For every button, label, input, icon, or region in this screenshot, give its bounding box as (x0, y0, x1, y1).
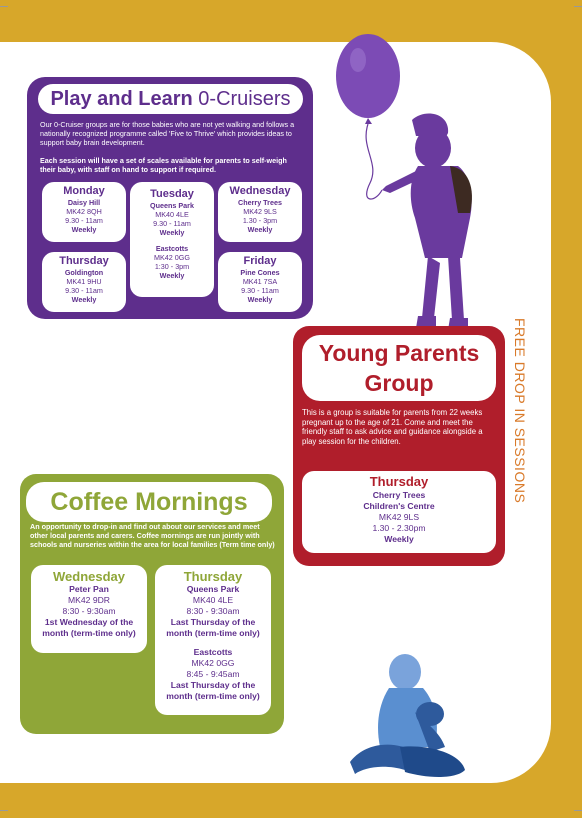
session-frequency: Weekly (247, 295, 273, 304)
session-time-2: 8:45 - 9:45am (186, 669, 240, 679)
session-day: Wednesday (52, 569, 125, 584)
session-postcode: MK41 7SA (242, 277, 278, 286)
session-postcode: MK40 4LE (155, 210, 189, 219)
session-postcode-2: MK42 0GG (191, 658, 235, 668)
session-day: Tuesday (150, 188, 194, 200)
young-parents-intro: This is a group is suitable for parents from 22 weeks pregnant up to the age of 21. Come and meet the friendly staff to ask advice and guidance alongside a play session for the children. (302, 408, 483, 446)
session-card-thursday (155, 565, 271, 715)
session-time: 1.30 - 3pm (242, 216, 278, 225)
session-postcode: MK41 9HU (66, 277, 102, 286)
session-card-thursday (42, 252, 126, 312)
side-label-text: FREE DROP IN SESSIONS (512, 318, 528, 504)
session-day: Friday (243, 255, 277, 267)
session-card-friday (218, 252, 302, 312)
crop-mark (0, 810, 8, 811)
session-frequency: Weekly (71, 225, 97, 234)
session-place: Queens Park (186, 584, 240, 594)
session-postcode: MK40 4LE (192, 595, 234, 605)
session-place: Goldington (64, 268, 104, 277)
session-place: Daisy Hill (67, 198, 101, 207)
session-time: 9.30 - 11am (241, 286, 279, 295)
session-frequency: Last Thursday of the (170, 617, 256, 627)
session-frequency: Weekly (384, 534, 414, 544)
title-bold: Play and Learn (50, 88, 193, 110)
session-card-monday (42, 182, 126, 242)
session-place: Pine Cones (240, 268, 280, 277)
title-line-1: Young Parents (318, 340, 480, 366)
session-frequency: Weekly (247, 225, 273, 234)
mother-and-baby-illustration (345, 652, 470, 782)
crop-mark (574, 810, 582, 811)
session-card-wednesday (218, 182, 302, 242)
session-frequency: Weekly (159, 228, 185, 237)
session-card-tuesday (130, 182, 214, 297)
session-frequency-2-line-2: month (term-time only) (166, 691, 260, 701)
session-time-2: 1:30 - 3pm (154, 262, 190, 271)
session-day: Thursday (59, 255, 109, 267)
young-parents-panel (293, 326, 505, 566)
session-time: 9.30 - 11am (153, 219, 191, 228)
session-place-2: Eastcotts (155, 244, 189, 253)
session-frequency-2: Weekly (159, 271, 185, 280)
session-time: 9.30 - 11am (65, 286, 103, 295)
title-line-2: Group (364, 370, 434, 396)
play-intro: Our 0-Cruiser groups are for those babies who are not yet walking and follows a nationally recognized programme called 'Five to Thrive' which provides ideas to support baby brain development. (40, 120, 295, 147)
title-light: 0-Cruisers (198, 88, 291, 110)
crop-mark (0, 6, 8, 7)
session-place: Cherry Trees (238, 198, 282, 207)
free-drop-in-sessions-label (508, 318, 538, 508)
young-parents-title (302, 335, 496, 401)
session-postcode: MK42 8QH (66, 207, 102, 216)
crop-mark (574, 6, 582, 7)
session-postcode-2: MK42 0GG (154, 253, 190, 262)
session-place-line-2: Children's Centre (363, 501, 435, 511)
session-postcode: MK42 9LS (378, 512, 420, 522)
boy-with-balloon-illustration (330, 28, 490, 338)
session-day: Thursday (369, 474, 429, 489)
session-postcode: MK42 9LS (243, 207, 277, 216)
session-time: 9.30 - 11am (65, 216, 103, 225)
session-postcode: MK42 9DR (67, 595, 111, 605)
session-frequency: 1st Wednesday of the (44, 617, 134, 627)
session-card-thursday (302, 471, 496, 553)
title-text: Coffee Mornings (50, 488, 248, 516)
play-and-learn-title (38, 84, 303, 114)
session-day: Monday (63, 185, 105, 197)
session-time: 8:30 - 9:30am (186, 606, 240, 616)
coffee-mornings-panel (20, 474, 284, 734)
play-and-learn-panel (27, 77, 313, 319)
session-time: 8:30 - 9:30am (62, 606, 116, 616)
session-frequency: Weekly (71, 295, 97, 304)
session-frequency-2: Last Thursday of the (170, 680, 256, 690)
coffee-mornings-title (26, 482, 272, 522)
session-frequency-line-2: month (term-time only) (42, 628, 136, 638)
session-day: Thursday (183, 569, 243, 584)
coffee-intro: An opportunity to drop-in and find out about our services and meet other local parents and carers. Coffee mornings are run jointly with schools and nurseries within the area for local families (Term time only) (30, 522, 275, 549)
session-frequency-line-2: month (term-time only) (166, 628, 260, 638)
session-time: 1.30 - 2.30pm (372, 523, 426, 533)
session-place: Cherry Trees (372, 490, 426, 500)
session-day: Wednesday (229, 185, 291, 197)
session-place: Queens Park (150, 201, 194, 210)
session-place: Peter Pan (69, 584, 109, 594)
session-card-wednesday (31, 565, 147, 653)
session-place-2: Eastcotts (193, 647, 233, 657)
play-intro-scales: Each session will have a set of scales available for parents to self-weigh their baby, with staff on hand to support if required. (40, 156, 287, 174)
